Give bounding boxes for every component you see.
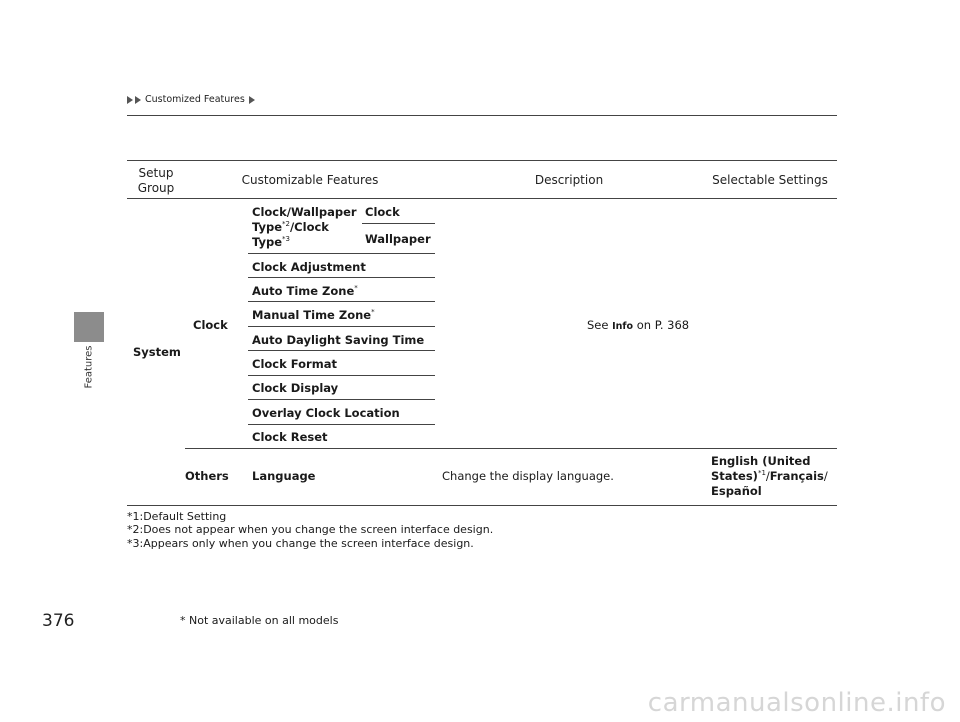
row-rule [248,301,435,302]
language-settings: English (United States)$^{*1}$/Français/ Español [711,454,828,498]
row-rule [248,375,435,376]
option-clock: Clock [365,205,400,219]
subgroup-others: Others [185,469,229,483]
setup-group-system: System [133,345,181,359]
watermark: carmanualsonline.info [647,688,946,718]
table-header-rule [127,198,837,199]
feature-manual-time-zone: Manual Time Zone* [252,308,375,322]
feature-clock-wallpaper-type: Clock/Wallpaper Type$^{*2}$/Clock Type$^{*3}$ [252,205,357,249]
section-tab-marker [74,312,104,342]
feature-language: Language [252,469,316,483]
feature-auto-time-zone: Auto Time Zone* [252,284,358,298]
see-reference: See Info on P. 368 [587,318,690,332]
column-header-customizable-features: Customizable Features [241,173,379,187]
table-top-rule [127,160,837,161]
feature-clock-adjustment: Clock Adjustment [252,260,366,274]
section-side-label: Features [83,345,95,389]
subgroup-clock: Clock [193,318,228,332]
feature-clock-reset: Clock Reset [252,430,328,444]
row-rule [248,277,435,278]
section-rule [185,448,837,449]
info-link[interactable]: Info [612,321,634,332]
column-header-selectable-settings: Selectable Settings [712,173,828,187]
row-rule [248,399,435,400]
language-description: Change the display language. [442,469,614,483]
option-wallpaper: Wallpaper [365,232,431,246]
feature-overlay-clock-location: Overlay Clock Location [252,406,400,420]
column-header-setup-group: Setup Group [137,166,175,195]
row-rule [362,223,435,224]
note-interface-hidden: *2:Does not appear when you change the screen interface design. [127,523,494,536]
note-default-setting: *1:Default Setting [127,510,227,523]
breadcrumb-arrow-icon [127,96,133,104]
feature-auto-daylight-saving-time: Auto Daylight Saving Time [252,333,425,347]
breadcrumb [127,94,255,105]
availability-footnote: * Not available on all models [180,614,339,627]
row-rule [248,350,435,351]
breadcrumb-arrow-icon [135,96,141,104]
column-header-description: Description [534,173,604,187]
table-bottom-rule [127,505,837,506]
header-rule [127,115,837,116]
breadcrumb-arrow-icon [249,96,255,104]
row-rule [248,326,435,327]
row-rule [248,253,435,254]
breadcrumb-label[interactable]: Customized Features [145,94,245,105]
page-number: 376 [42,611,75,631]
row-rule [248,424,435,425]
feature-clock-display: Clock Display [252,381,339,395]
note-interface-shown: *3:Appears only when you change the screen interface design. [127,537,474,550]
feature-clock-format: Clock Format [252,357,337,371]
